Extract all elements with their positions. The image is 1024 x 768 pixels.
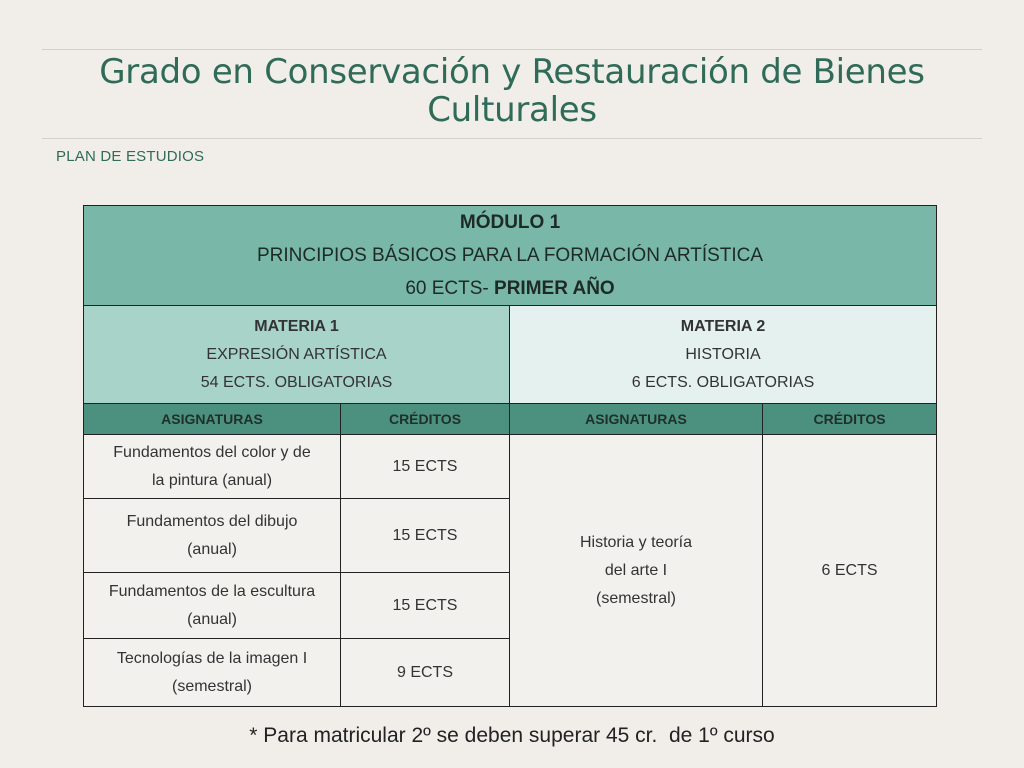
credits-cell: 15 ECTS xyxy=(341,499,510,573)
page-title: Grado en Conservación y Restauración de Bienes Culturales xyxy=(99,52,925,130)
subject-line: Fundamentos del color y de xyxy=(113,443,311,461)
study-plan-table xyxy=(83,205,937,707)
subject-line: Fundamentos del dibujo xyxy=(126,512,298,530)
subject-cell xyxy=(84,435,341,499)
subject-line: la pintura (anual) xyxy=(151,471,273,489)
module-ects: 60 ECTS- xyxy=(405,278,489,299)
subject-cell xyxy=(84,573,341,639)
materia-2-cell xyxy=(510,306,937,404)
materia-2-name: MATERIA 2 xyxy=(680,317,766,335)
subject-line: (semestral) xyxy=(595,589,676,607)
table-row xyxy=(84,435,937,499)
header-credits-2: CRÉDITOS xyxy=(763,404,937,435)
subject-line: (anual) xyxy=(187,540,237,558)
materia-1-credits: 54 ECTS. OBLIGATORIAS xyxy=(200,373,393,391)
materia-1-name: MATERIA 1 xyxy=(254,317,339,335)
subject-line: Fundamentos de la escultura xyxy=(108,582,316,600)
subject-line: del arte I xyxy=(604,561,668,579)
subject-cell xyxy=(84,499,341,573)
subject-line: Tecnologías de la imagen I xyxy=(116,649,308,667)
materia-2-area: HISTORIA xyxy=(685,345,761,363)
materia-2-credits-cell: 6 ECTS xyxy=(763,435,937,707)
credits-cell: 9 ECTS xyxy=(341,639,510,707)
page-subtitle: PLAN DE ESTUDIOS xyxy=(56,148,205,165)
module-ects-line xyxy=(84,272,936,305)
subject-line: (semestral) xyxy=(171,677,252,695)
credits-cell: 15 ECTS xyxy=(341,435,510,499)
materia-2-credits: 6 ECTS. OBLIGATORIAS xyxy=(631,373,815,391)
module-name: MÓDULO 1 xyxy=(459,212,561,233)
footnote: * Para matricular 2º se deben superar 45 cr. de 1º curso xyxy=(249,724,775,747)
materia-row xyxy=(84,306,937,404)
header-credits-1: CRÉDITOS xyxy=(341,404,510,435)
materia-2-subject-cell xyxy=(510,435,763,707)
header-subjects-2: ASIGNATURAS xyxy=(510,404,763,435)
module-description: PRINCIPIOS BÁSICOS PARA LA FORMACIÓN ARTÍSTICA xyxy=(256,245,764,266)
credits-cell: 15 ECTS xyxy=(341,573,510,639)
module-year: PRIMER AÑO xyxy=(494,278,615,299)
subject-cell xyxy=(84,639,341,707)
column-header-row xyxy=(84,404,937,435)
materia-1-area: EXPRESIÓN ARTÍSTICA xyxy=(206,345,387,363)
module-header-row xyxy=(84,206,937,306)
module-header-cell xyxy=(84,206,937,306)
subject-line: (anual) xyxy=(187,610,237,628)
header-subjects-1: ASIGNATURAS xyxy=(84,404,341,435)
materia-1-cell xyxy=(84,306,510,404)
top-divider xyxy=(42,49,982,50)
subject-line: Historia y teoría xyxy=(579,533,693,551)
title-divider xyxy=(42,138,982,139)
